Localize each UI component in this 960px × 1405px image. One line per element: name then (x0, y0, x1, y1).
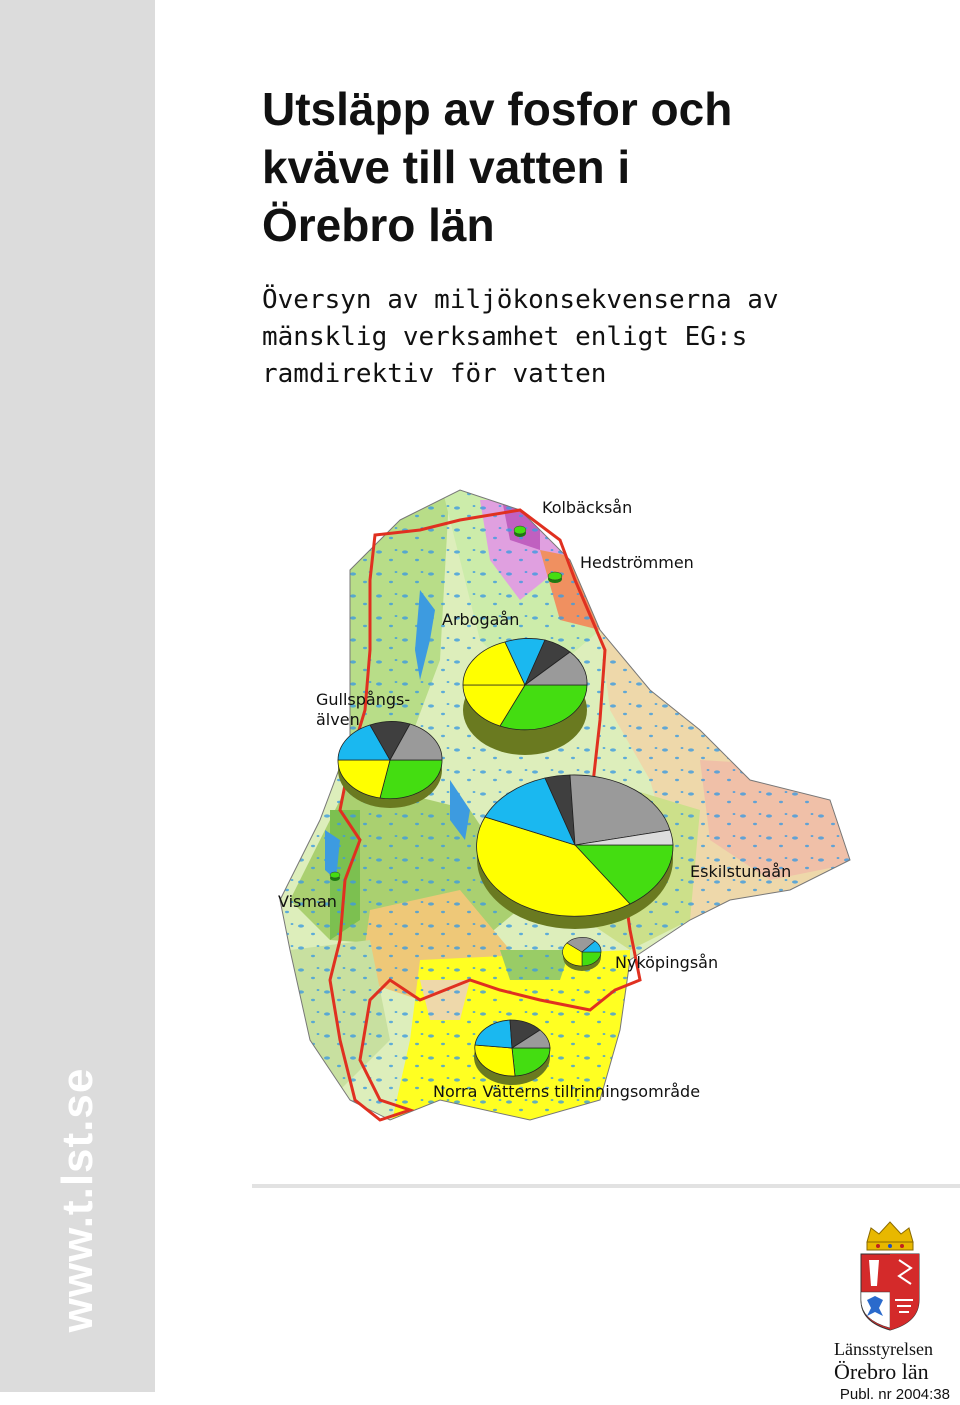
organization-name (834, 1338, 933, 1384)
pie-center (477, 775, 673, 929)
pie-kolbacksan (514, 526, 526, 537)
pie-arbogaan (463, 638, 587, 755)
sidebar-band (0, 0, 155, 1392)
label-gullspangsalven (316, 690, 410, 730)
subtitle (262, 282, 922, 393)
subtitle-line-2: mänsklig verksamhet enligt EG:s (262, 322, 748, 352)
publication-number: Publ. nr 2004:38 (839, 1386, 950, 1403)
pie-norra-vattern (474, 1020, 550, 1085)
coat-of-arms-icon (855, 1220, 925, 1332)
pie-nykopingsan (563, 937, 601, 971)
pie-gullspangsalven (338, 722, 442, 808)
label-hedstrommen: Hedströmmen (580, 553, 694, 572)
title-line-3: Örebro län (262, 199, 495, 251)
label-kolbacksan: Kolbäcksån (542, 498, 633, 517)
subtitle-line-1: Översyn av miljökonsekvenserna av (262, 285, 779, 315)
label-eskilstunaan: Eskilstunaån (690, 862, 792, 881)
pie-visman (330, 872, 340, 881)
county-map (270, 480, 870, 1130)
title-line-2: kväve till vatten i (262, 141, 631, 193)
label-nykopingsan: Nyköpingsån (615, 953, 719, 972)
org-line-2: Örebro län (834, 1359, 929, 1384)
divider (252, 1184, 960, 1188)
map-graphic (270, 480, 870, 1130)
page-title (262, 80, 922, 254)
label-visman: Visman (278, 892, 337, 911)
label-norra-vattern: Norra Vätterns tillrinningsområde (433, 1082, 701, 1101)
subtitle-line-3: ramdirektiv för vatten (262, 359, 607, 389)
org-line-1: Länsstyrelsen (834, 1339, 933, 1359)
pie-hedstrommen (548, 572, 562, 583)
website-url: www.t.lst.se (53, 1067, 102, 1333)
label-gullspang-line-2: älven (316, 710, 360, 729)
label-gullspang-line-1: Gullspångs- (316, 690, 411, 709)
title-line-1: Utsläpp av fosfor och (262, 83, 733, 135)
label-arbogaan: Arbogaån (442, 610, 520, 629)
